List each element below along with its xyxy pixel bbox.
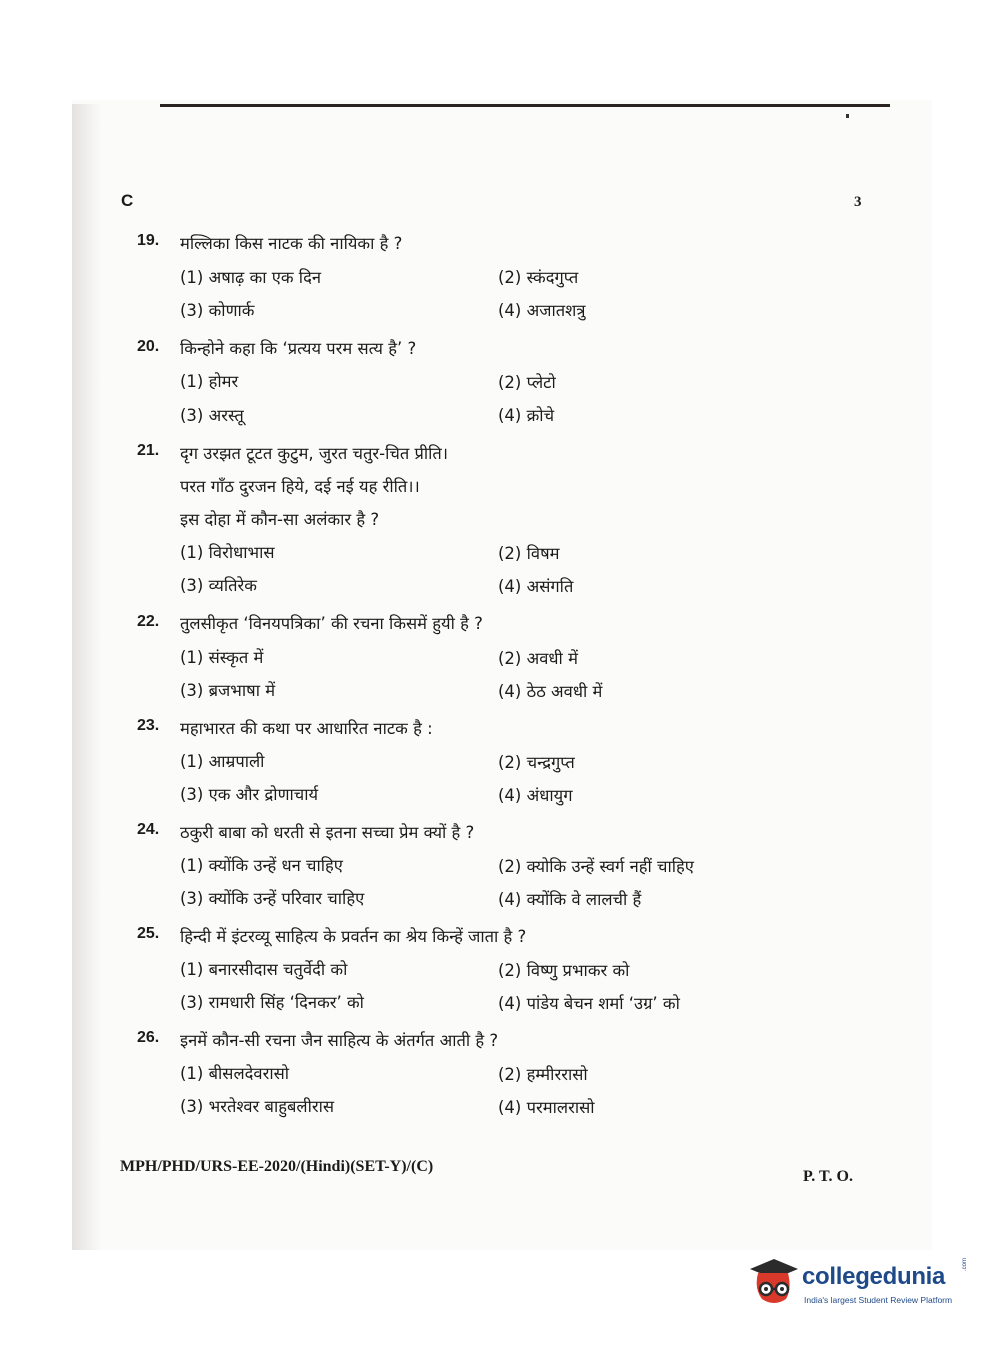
option-2: (2) विष्णु प्रभाकर को — [498, 961, 630, 980]
question-text: ठकुरी बाबा को धरती से इतना सच्चा प्रेम क्यों है ? — [180, 823, 475, 842]
option-1: (1) विरोधाभास — [180, 543, 275, 562]
option-4: (4) परमालरासो — [498, 1098, 595, 1117]
question-text: इस दोहा में कौन-सा अलंकार है ? — [180, 510, 380, 529]
page-shadow — [72, 104, 102, 1250]
question-text: मल्लिका किस नाटक की नायिका है ? — [180, 234, 403, 253]
question-number: 19. — [137, 232, 160, 249]
question-text: महाभारत की कथा पर आधारित नाटक है : — [180, 719, 433, 738]
question-number: 25. — [137, 925, 160, 942]
pto-label: P. T. O. — [803, 1168, 853, 1185]
option-4: (4) पांडेय बेचन शर्मा ‘उग्र’ को — [498, 994, 680, 1013]
option-2: (2) हम्मीररासो — [498, 1065, 588, 1084]
option-3: (3) क्योंकि उन्हें परिवार चाहिए — [180, 889, 365, 908]
option-3: (3) ब्रजभाषा में — [180, 681, 276, 700]
question-text: तुलसीकृत ‘विनयपत्रिका’ की रचना किसमें हुयी है ? — [180, 614, 483, 633]
option-1: (1) क्योंकि उन्हें धन चाहिए — [180, 856, 343, 875]
question-number: 20. — [137, 338, 160, 355]
collegedunia-watermark — [744, 1249, 974, 1319]
option-1: (1) संस्कृत में — [180, 648, 264, 667]
question-text: परत गाँठ दुरजन हिये, दई नई यह रीति।। — [180, 477, 420, 496]
question-number: 24. — [137, 821, 160, 838]
question-text: हिन्दी में इंटरव्यू साहित्य के प्रवर्तन का श्रेय किन्हें जाता है ? — [180, 927, 527, 946]
page-number: 3 — [854, 194, 862, 210]
option-4: (4) अंधायुग — [498, 786, 573, 805]
paper-code: MPH/PHD/URS-EE-2020/(Hindi)(SET-Y)/(C) — [120, 1158, 434, 1175]
mascot-icon — [744, 1255, 800, 1307]
option-2: (2) चन्द्रगुप्त — [498, 753, 575, 772]
option-4: (4) ठेठ अवधी में — [498, 682, 603, 701]
brand-name: collegedunia — [802, 1263, 946, 1290]
question-number: 21. — [137, 442, 160, 459]
set-letter: C — [121, 191, 134, 210]
brand-tagline: India's largest Student Review Platform — [804, 1295, 953, 1305]
brand-com: .com — [962, 1257, 968, 1271]
option-1: (1) आम्रपाली — [180, 752, 265, 771]
option-3: (3) व्यतिरेक — [180, 576, 257, 595]
option-4: (4) क्योंकि वे लालची हैं — [498, 890, 642, 909]
option-4: (4) अजातशत्रु — [498, 301, 586, 320]
option-4: (4) क्रोचे — [498, 406, 555, 425]
option-3: (3) रामधारी सिंह ‘दिनकर’ को — [180, 993, 364, 1012]
question-number: 23. — [137, 717, 160, 734]
option-3: (3) भरतेश्वर बाहुबलीरास — [180, 1097, 335, 1116]
option-1: (1) होमर — [180, 372, 239, 391]
speck — [846, 114, 849, 118]
question-text: किन्होने कहा कि ‘प्रत्यय परम सत्य है’ ? — [180, 339, 417, 358]
option-3: (3) एक और द्रोणाचार्य — [180, 785, 319, 804]
question-text: दृग उरझत टूटत कुटुम, जुरत चतुर-चित प्रीति। — [180, 444, 449, 463]
option-2: (2) विषम — [498, 544, 560, 563]
question-number: 22. — [137, 613, 160, 630]
option-2: (2) स्कंदगुप्त — [498, 268, 579, 287]
option-1: (1) अषाढ़ का एक दिन — [180, 268, 321, 287]
option-3: (3) अरस्तू — [180, 406, 244, 425]
option-4: (4) असंगति — [498, 577, 574, 596]
question-text: इनमें कौन-सी रचना जैन साहित्य के अंतर्गत आती है ? — [180, 1031, 499, 1050]
option-2: (2) क्योकि उन्हें स्वर्ग नहीं चाहिए — [498, 857, 694, 876]
option-2: (2) अवधी में — [498, 649, 578, 668]
option-1: (1) बनारसीदास चतुर्वेदी को — [180, 960, 348, 979]
question-number: 26. — [137, 1029, 160, 1046]
option-3: (3) कोणार्क — [180, 301, 255, 320]
top-rule — [160, 104, 890, 107]
option-1: (1) बीसलदेवरासो — [180, 1064, 290, 1083]
option-2: (2) प्लेटो — [498, 373, 556, 392]
